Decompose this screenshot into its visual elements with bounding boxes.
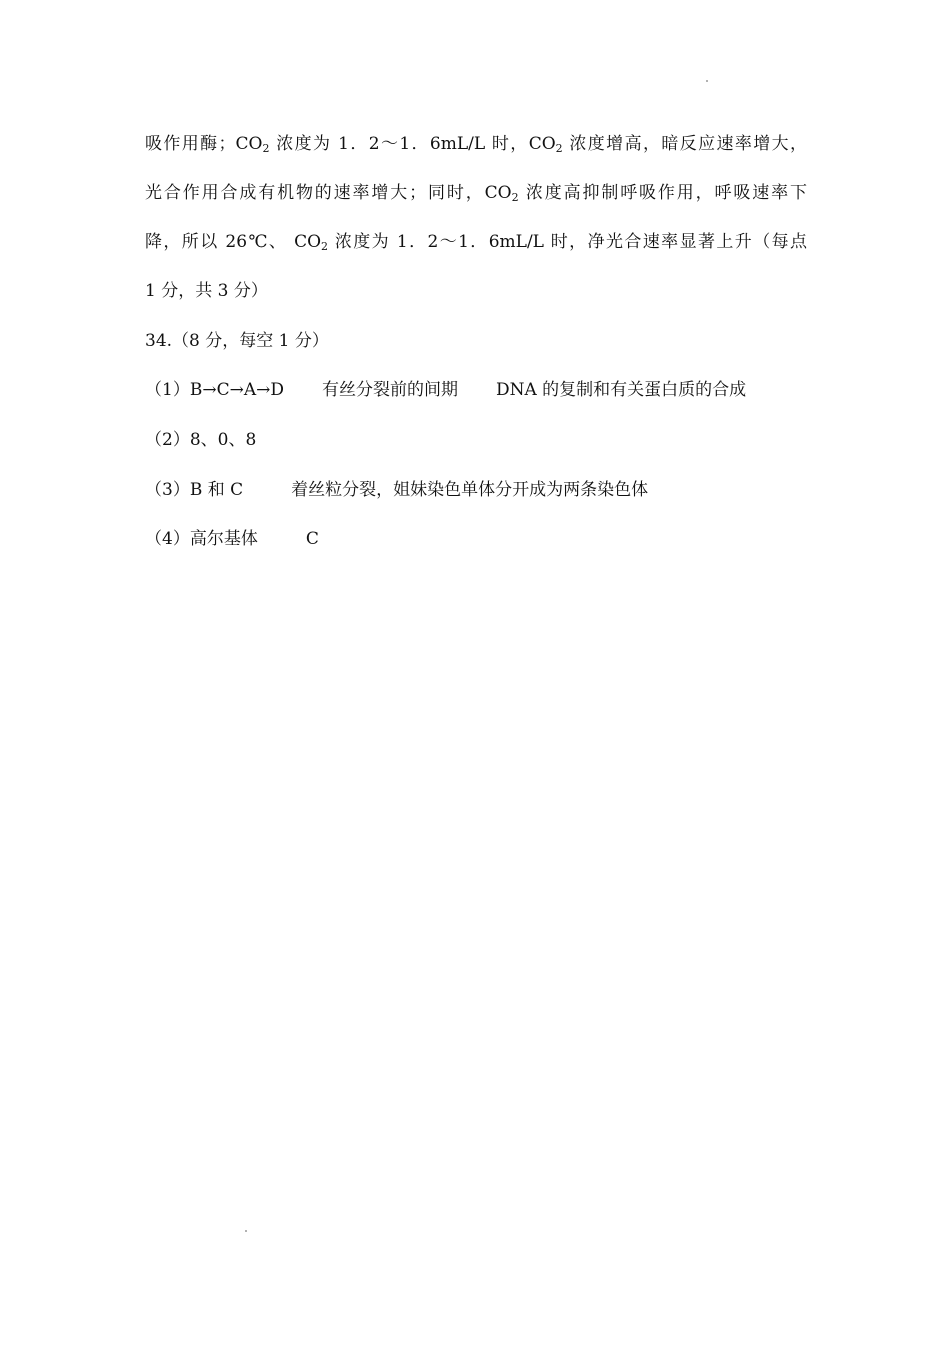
item-label: （1） — [145, 380, 190, 400]
answer-option: C — [305, 529, 319, 549]
text-segment: 光合作用合成有机物的速率增大；同时，CO — [145, 183, 512, 203]
text-segment: 浓度高抑制呼吸作用，呼吸速率下 — [518, 183, 807, 203]
paragraph-line-1 — [145, 132, 807, 156]
item-label: （3） — [145, 480, 190, 500]
answer-phase: 有丝分裂前的间期 — [321, 380, 458, 400]
question-34-item-1 — [145, 378, 746, 402]
text-segment: 浓度增高，暗反应速率增大， — [562, 134, 807, 154]
subscript: 2 — [511, 191, 519, 204]
paragraph-line-4: 1 分，共 3 分） — [145, 281, 268, 301]
question-34-item-4 — [145, 527, 319, 551]
paragraph-line-3 — [145, 230, 807, 254]
item-label: （2） — [145, 430, 190, 450]
text-segment: 降，所以 26℃、 CO — [145, 232, 322, 252]
answer-organelle: 高尔基体 — [189, 529, 258, 549]
answer-sequence: B→C→A→D — [189, 380, 284, 400]
text-segment: 吸作用酶；CO — [145, 134, 263, 154]
subscript: 2 — [555, 142, 563, 155]
text-segment: 浓度为 1．2～1．6mL/L 时，CO — [269, 134, 556, 154]
subscript: 2 — [262, 142, 270, 155]
answer-counts: 8、0、8 — [189, 430, 257, 450]
question-34-heading: 34.（8 分，每空 1 分） — [145, 331, 329, 351]
scan-speck — [706, 80, 708, 82]
scan-speck — [245, 1230, 247, 1232]
question-34-item-2 — [145, 428, 256, 452]
answer-cells: B 和 C — [189, 480, 244, 500]
item-label: （4） — [145, 529, 190, 549]
question-34-item-3 — [145, 478, 648, 502]
paragraph-line-2 — [145, 181, 807, 205]
answer-event: DNA 的复制和有关蛋白质的合成 — [495, 380, 747, 400]
subscript: 2 — [321, 240, 329, 253]
text-segment: 浓度为 1．2～1．6mL/L 时，净光合速率显著上升（每点 — [328, 232, 807, 252]
answer-reason: 着丝粒分裂，姐妹染色单体分开成为两条染色体 — [291, 480, 649, 500]
